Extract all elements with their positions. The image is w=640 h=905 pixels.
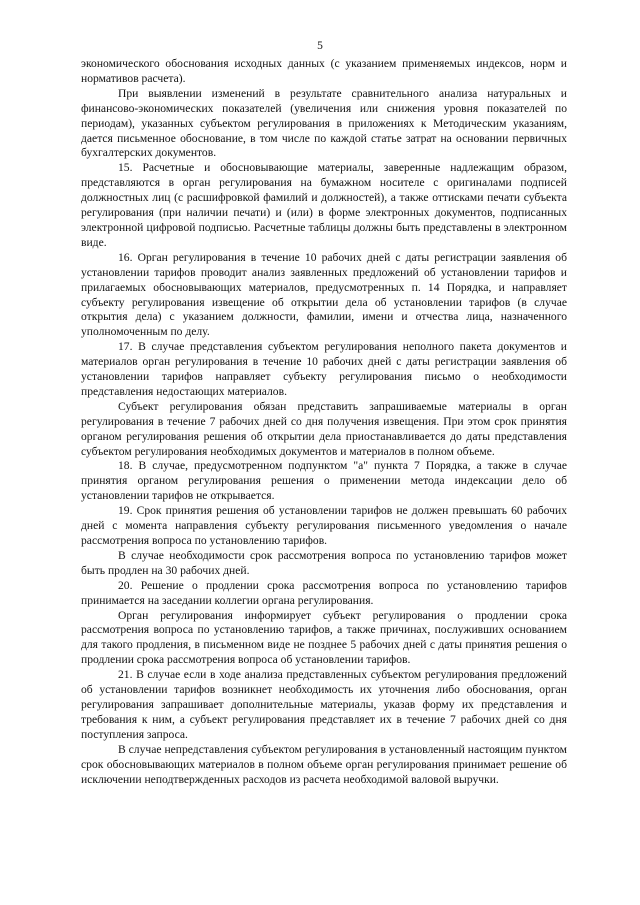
paragraph-item-15: 15. Расчетные и обосновывающие материалы, заверенные надлежащим образом, представляются в орган регулирования на бумажном носителе с оригиналами подписей должностных лиц (с расшифровкой фамилий и должностей), а также оттисками печати субъекта регулирования (при наличии печати) и (или) в форме электронных документов, подписанных электронной цифровой подписью. Расчетные таблицы должны быть представлены в электронном виде.: [81, 161, 567, 249]
paragraph: В случае непредставления субъектом регулирования в установленный настоящим пунктом срок обосновывающих материалов в полном объеме орган регулирования принимает решение об исключении неподтвержденных расходов из расчета необходимой валовой выручки.: [81, 742, 567, 786]
paragraph-item-19: 19. Срок принятия решения об установлении тарифов не должен превышать 60 рабочих дней с момента направления субъекту регулирования письменного уведомления о начале рассмотрения вопроса по установлению тарифов.: [81, 504, 567, 547]
paragraph-item-18: 18. В случае, предусмотренном подпунктом "а" пункта 7 Порядка, а также в случае принятия органом регулирования решения о применении метода индексации дело об установлении тарифов не открывается.: [81, 459, 567, 503]
paragraph-item-20: 20. Решение о продлении срока рассмотрения вопроса по установлению тарифов принимается на заседании коллегии органа регулирования.: [81, 578, 567, 607]
paragraph: При выявлении изменений в результате сравнительного анализа натуральных и финансово-экономических показателей (увеличения или снижения уровня показателей по периодам), указанных субъектом регулирования в приложениях к Методическим указаниям, дается письменное обоснование, в том числе по каждой статье затрат на основании первичных бухгалтерских документов.: [81, 86, 567, 160]
paragraph: Орган регулирования информирует субъект регулирования о продлении срока рассмотрения вопроса по установлению тарифов, а также причинах, послуживших основанием для такого продления, в письменном виде не позднее 5 рабочих дней с даты принятия решения о продлении срока рассмотрения вопроса об установлении тарифов.: [81, 608, 567, 667]
paragraph: Субъект регулирования обязан представить запрашиваемые материалы в орган регулирования в течение 7 рабочих дней со дня получения извещения. При этом срок принятия органом регулирования решения об открытии дела приостанавливается до даты представления субъектом регулирования необходимых документов и материалов в полном объеме.: [81, 399, 567, 458]
paragraph-item-17: 17. В случае представления субъектом регулирования неполного пакета документов и материалов орган регулирования в течение 10 рабочих дней с даты регистрации заявления об установлении тарифов направляет субъекту регулирования письмо о необходимости представления недостающих материалов.: [81, 340, 567, 398]
paragraph: В случае необходимости срок рассмотрения вопроса по установлению тарифов может быть продлен на 30 рабочих дней.: [81, 548, 567, 577]
document-body: [81, 57, 567, 787]
paragraph-item-16: 16. Орган регулирования в течение 10 рабочих дней с даты регистрации заявления об установлении тарифов проводит анализ заявленных предложений об установлении тарифов и прилагаемых обосновывающих материалов, предусмотренных п. 14 Порядка, и направляет субъекту регулирования извещение об открытии дела об установлении тарифов (в случае открытия дела) с указанием должности, фамилии, имени и отчества лица, назначенного уполномоченным по делу.: [81, 250, 567, 339]
page-number: 5: [317, 40, 323, 52]
paragraph-continuation: экономического обоснования исходных данных (с указанием применяемых индексов, норм и нормативов расчета).: [81, 57, 567, 85]
paragraph-item-21: 21. В случае если в ходе анализа представленных субъектом регулирования предложений об установлении тарифов возникнет необходимость их уточнения либо обоснования, орган регулирования запрашивает дополнительные материалы, указав форму их представления и требования к ним, а субъект регулирования представляет их в течение 7 рабочих дней со дня поступления запроса.: [81, 668, 567, 741]
